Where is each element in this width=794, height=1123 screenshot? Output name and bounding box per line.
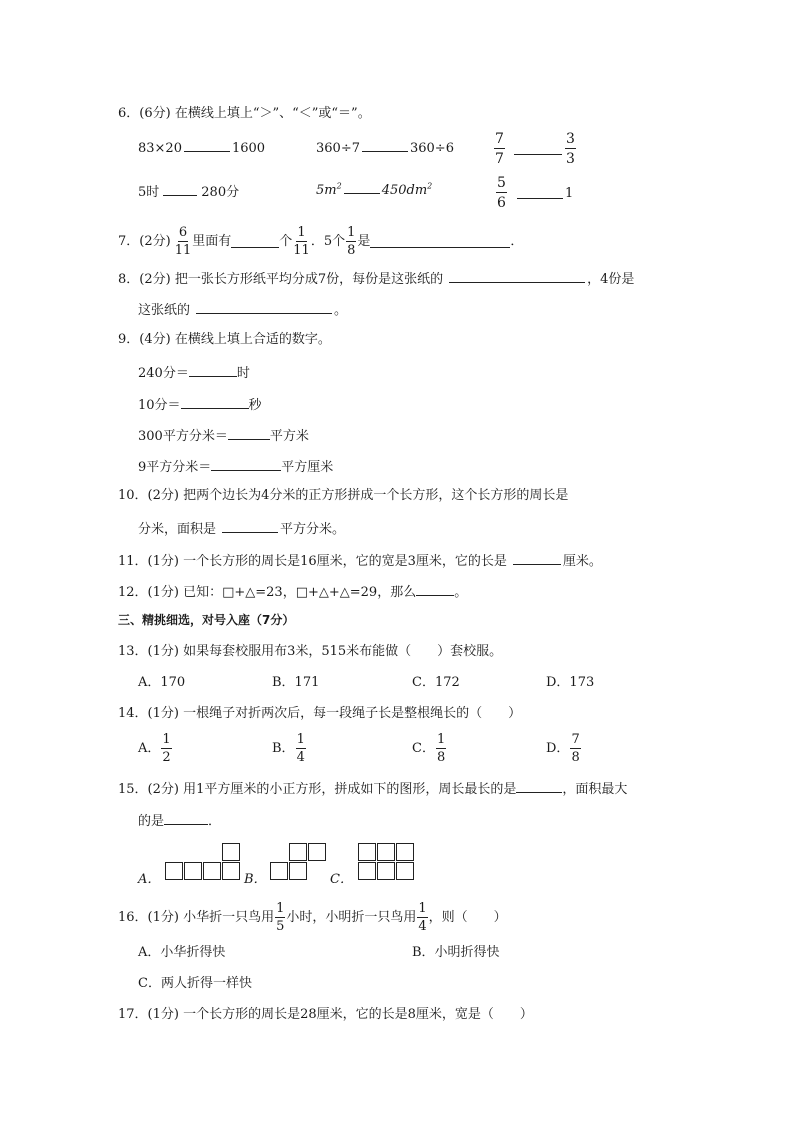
answer-blank[interactable]	[181, 396, 249, 409]
option-d[interactable]: D． $\frac{7}{8}$	[546, 732, 580, 765]
q14-text: 14．(1分) 一根绳子对折两次后，每一段绳子长是整根绳长的（ ）	[118, 706, 522, 721]
option-b[interactable]: B． $\frac{1}{4}$	[272, 732, 305, 765]
q11: 11．(1分) 一个长方形的周长是16厘米，它的宽是3厘米，它的长是 厘米。	[118, 554, 602, 569]
answer-blank[interactable]	[416, 583, 454, 596]
option-c[interactable]: C． $\frac{1}{8}$	[412, 732, 446, 765]
q8-line2: 这张纸的 。	[138, 303, 348, 318]
option-b[interactable]: B．小明折得快	[412, 945, 500, 960]
fraction: $\frac{1}{4}$	[296, 732, 305, 765]
answer-blank[interactable]	[516, 780, 562, 793]
q6-r1a-left: 83×20	[138, 141, 182, 156]
q10-line1: 10．(2分) 把两个边长为4分米的正方形拼成一个长方形，这个长方形的周长是	[118, 488, 569, 503]
q9-l4: 9平方分米＝ 平方厘米	[138, 460, 334, 475]
q15-line1: 15．(2分) 用1平方厘米的小正方形，拼成如下的图形，周长最长的是 ，面积最大	[118, 782, 628, 797]
q6-r1c-right-fraction: $\frac{3}{3}$	[566, 131, 575, 167]
fraction: $\frac{1}{5}$	[276, 901, 285, 934]
q9-l1: 240分＝ 时	[138, 366, 250, 381]
q6-r1c-left-fraction: $\frac{7}{7}$	[495, 131, 504, 167]
figure-c-label: C．	[330, 872, 353, 887]
fraction: $\frac{6}{11}$	[174, 225, 192, 258]
q6-r1a-right: 1600	[231, 141, 266, 156]
option-c[interactable]: C．172	[412, 675, 460, 690]
answer-blank[interactable]	[228, 427, 270, 440]
answer-blank[interactable]	[222, 520, 278, 533]
answer-blank[interactable]	[189, 364, 237, 377]
q6-header: 6．(6分) 在横线上填上“＞”、“＜”或“＝”。	[118, 106, 371, 121]
answer-blank[interactable]	[211, 458, 281, 471]
answer-blank[interactable]	[196, 301, 332, 314]
q9-header: 9．(4分) 在横线上填上合适的数字。	[118, 332, 331, 347]
answer-blank[interactable]	[513, 552, 561, 565]
option-a[interactable]: A． $\frac{1}{2}$	[138, 732, 171, 765]
q8-line1: 8．(2分) 把一张长方形纸平均分成7份，每份是这张纸的 ，4份是	[118, 272, 635, 287]
figure-b-label: B．	[244, 872, 267, 887]
option-c[interactable]: C．两人折得一样快	[138, 976, 252, 991]
answer-blank[interactable]	[362, 139, 408, 152]
fraction: $\frac{1}{4}$	[418, 901, 427, 934]
answer-blank[interactable]	[163, 183, 197, 196]
q6-r1b-left: 360÷7	[316, 141, 360, 156]
q6-r2c-fraction: $\frac{5}{6}$	[497, 175, 506, 211]
q7: 7．(2分) $\frac{6}{11}$ 里面有 个 $\frac{1}{11}$ ．5个 $\frac{1}{8}$ 是 ．	[118, 225, 524, 258]
q16: 16．(1分) 小华折一只鸟用 $\frac{1}{5}$ 小时，小明折一只鸟用 $\frac{1}{4}$ ，则（ ）	[118, 901, 507, 934]
q6-r2a-right: 280分	[201, 185, 240, 200]
option-d[interactable]: D．173	[546, 675, 595, 690]
q12: 12．(1分) 已知：□+△=23，□+△+△=29，那么 。	[118, 585, 468, 600]
q9-l3: 300平方分米＝ 平方米	[138, 429, 309, 444]
answer-blank[interactable]	[517, 186, 563, 199]
fraction: $\frac{1}{11}$	[293, 225, 310, 258]
fraction: $\frac{1}{8}$	[347, 225, 356, 258]
answer-blank[interactable]	[231, 235, 279, 248]
q6-r1a	[138, 139, 265, 155]
fraction: $\frac{7}{8}$	[571, 732, 580, 765]
q10-line2: 分米，面积是 平方分米。	[138, 522, 346, 537]
answer-blank[interactable]	[164, 812, 208, 825]
answer-blank[interactable]	[184, 139, 230, 152]
answer-blank[interactable]	[344, 181, 380, 194]
fraction: $\frac{1}{2}$	[162, 732, 171, 765]
q9-l2: 10分＝ 秒	[138, 398, 262, 413]
answer-blank[interactable]	[514, 142, 562, 155]
q6-r2b: $5m^2$ $450dm^2$	[316, 181, 433, 198]
q17-text: 17．(1分) 一个长方形的周长是28厘米，它的长是8厘米，宽是（ ）	[118, 1007, 533, 1022]
answer-blank[interactable]	[449, 270, 585, 283]
q15-line2: 的是 ．	[138, 814, 222, 829]
q6-r2a	[138, 183, 239, 199]
q6-r1b-right: 360÷6	[409, 141, 454, 156]
fraction: $\frac{1}{8}$	[436, 732, 446, 765]
q6-r2c-right: 1	[565, 186, 574, 201]
option-a[interactable]: A．小华折得快	[138, 945, 226, 960]
q6-r2a-left: 5时	[138, 185, 160, 200]
figure-a-label: A．	[138, 872, 161, 887]
option-b[interactable]: B．171	[272, 675, 320, 690]
q13-text: 13．(1分) 如果每套校服用布3米，515米布能做（ ）套校服。	[118, 644, 503, 659]
option-a[interactable]: A．170	[138, 675, 186, 690]
q6-r1b	[316, 139, 454, 155]
answer-blank[interactable]	[370, 235, 510, 248]
section-title: 三、精挑细选，对号入座（7分）	[118, 613, 295, 627]
